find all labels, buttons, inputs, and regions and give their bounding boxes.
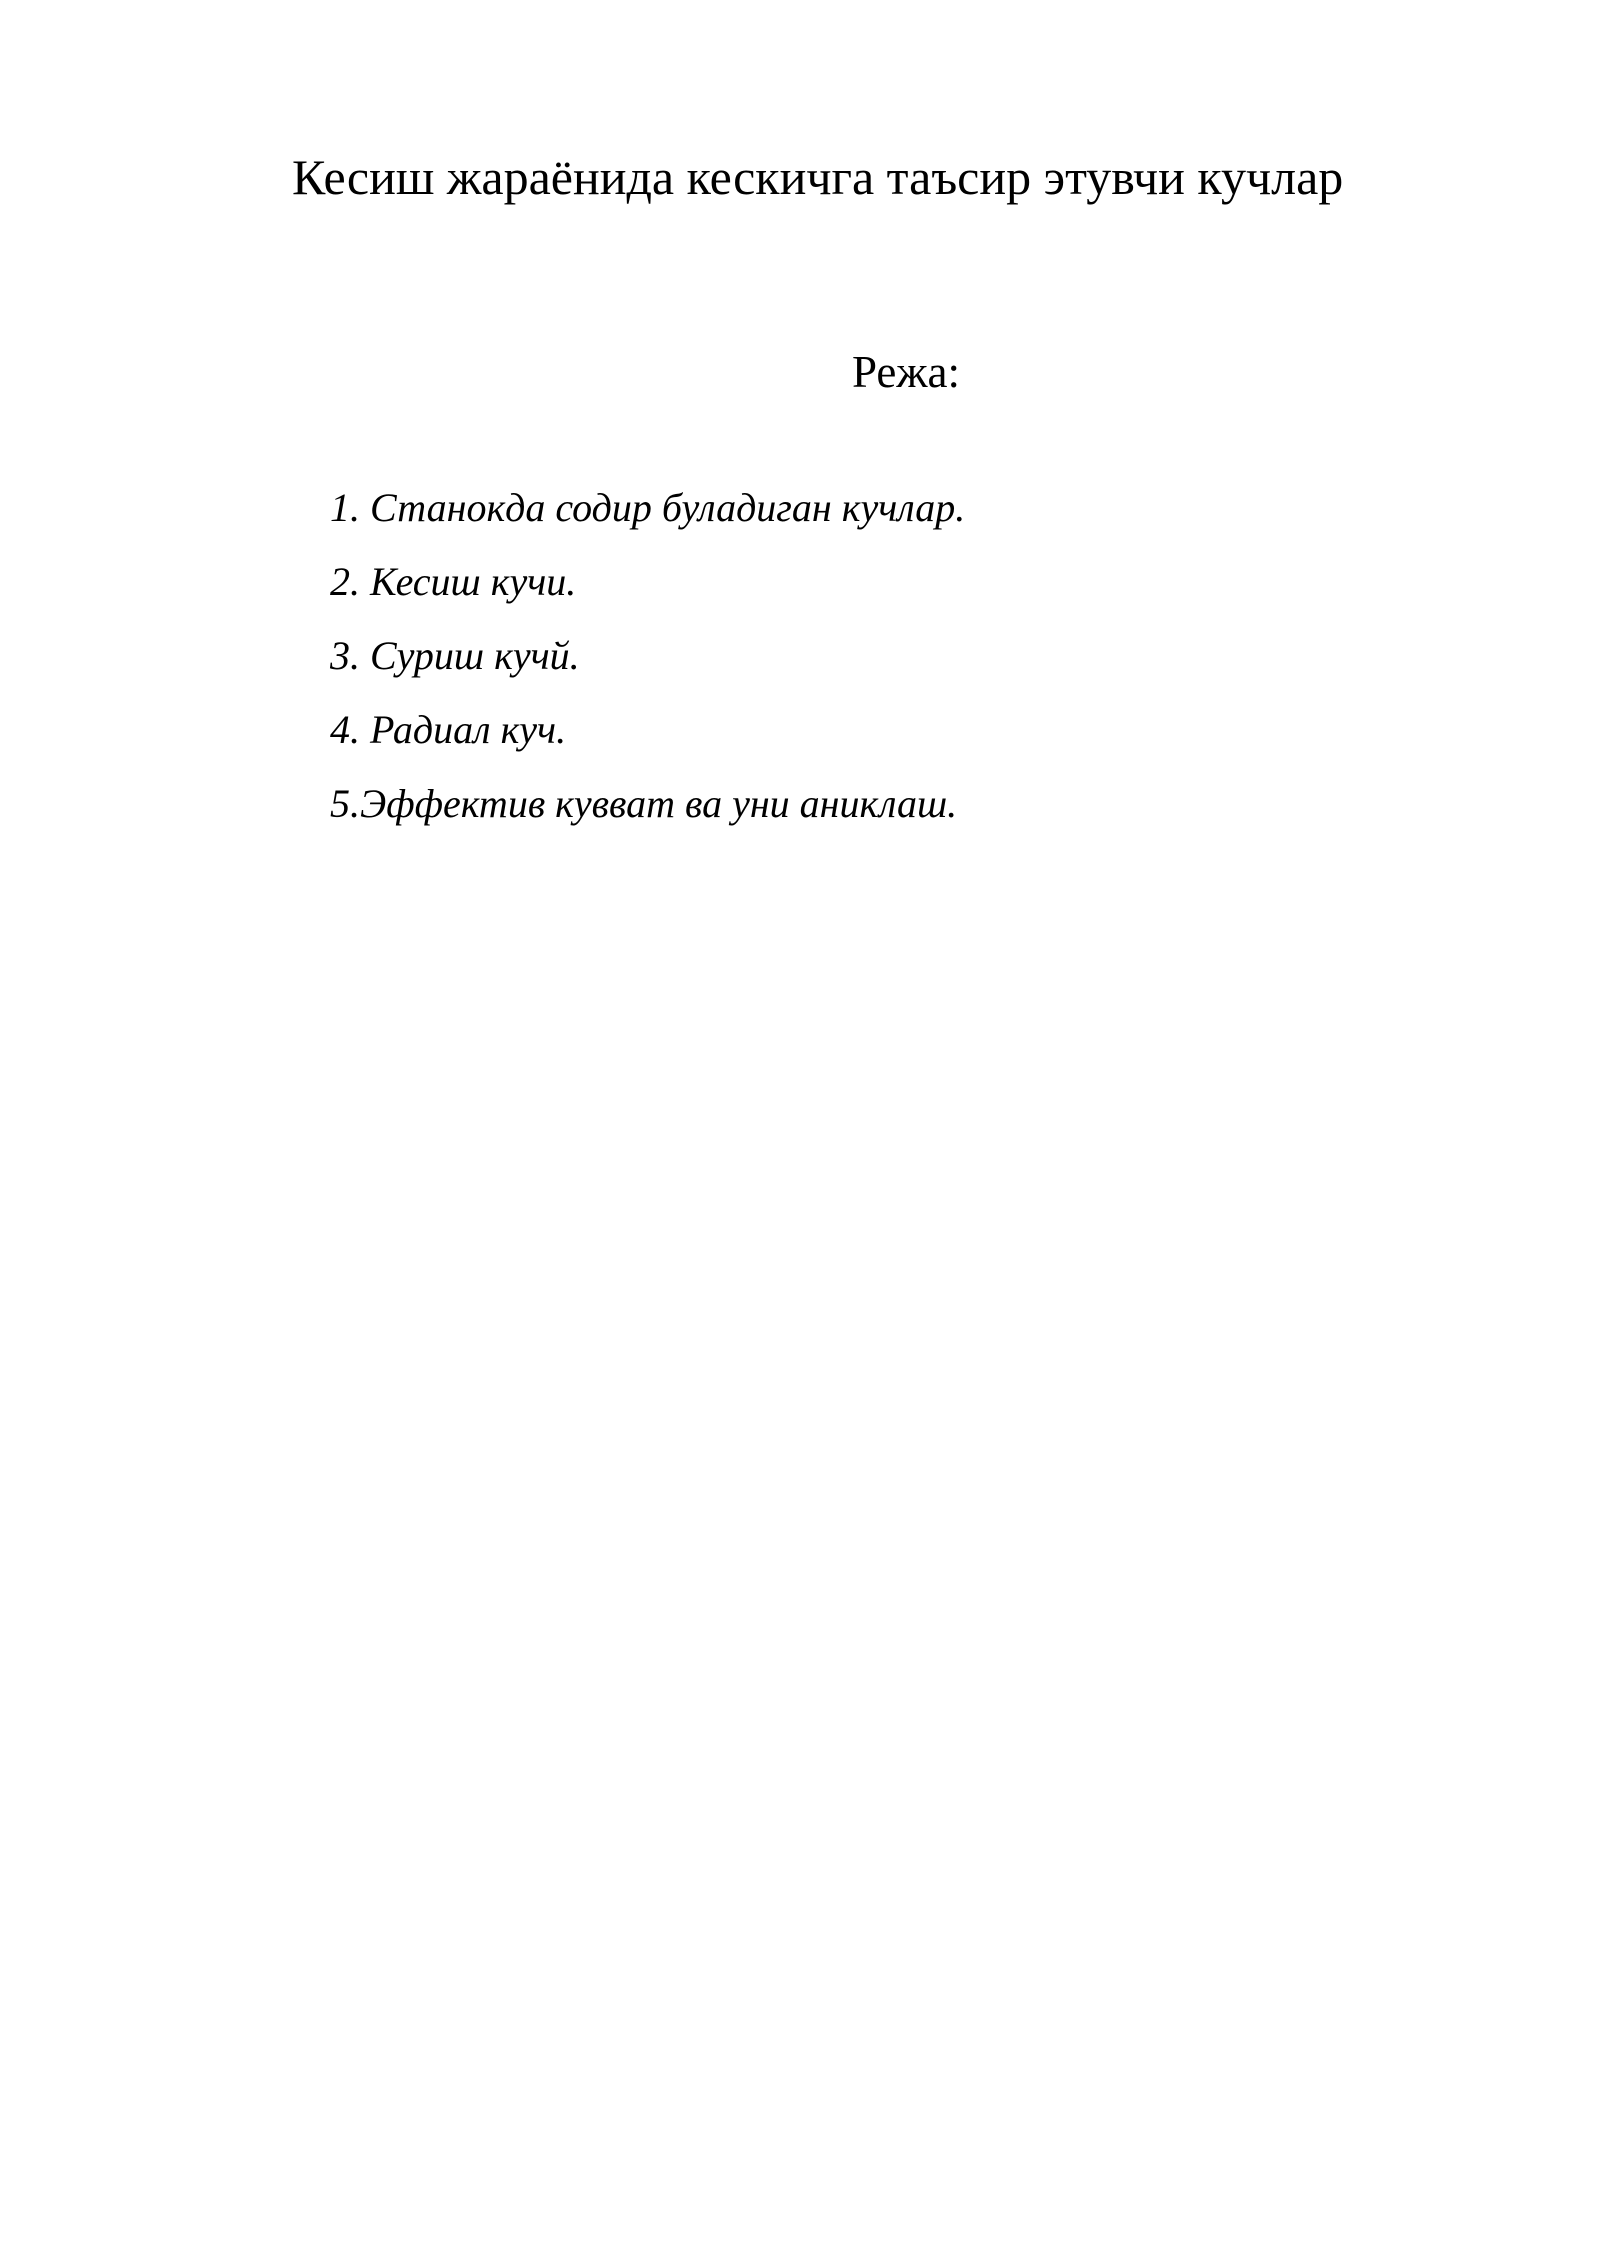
plan-item: 4. Радиал куч. [330,707,567,752]
plan-item: 3. Суриш кучй. [330,633,580,678]
plan-item: 2. Кесиш кучи. [330,559,577,604]
plan-item: 5.Эффектив кувват ва уни аниклаш. [330,781,958,826]
plan-list [330,485,966,858]
document-title: Кесиш жараёнида кескичга таъсир этувчи кучлар [292,149,1344,205]
plan-heading: Режа: [852,347,960,397]
plan-item: 1. Станокда содир буладиган кучлар. [330,485,966,530]
